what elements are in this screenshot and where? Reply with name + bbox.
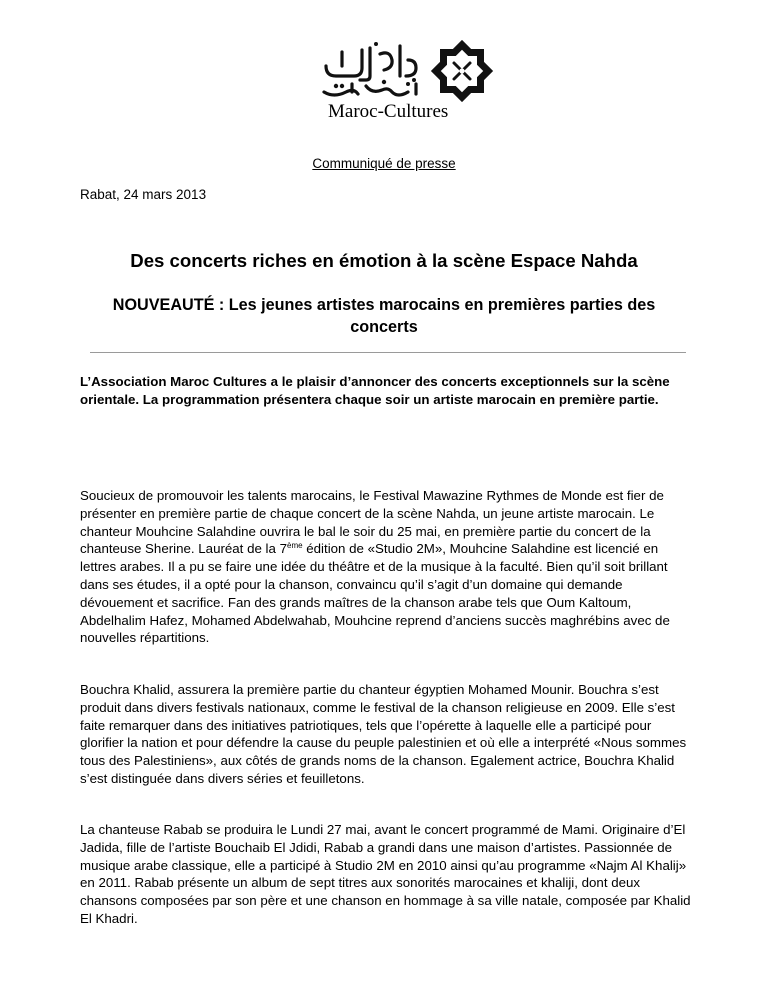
star-emblem-icon [431,40,493,102]
page-title: Des concerts riches en émotion à la scène Espace Nahda [130,250,638,271]
paragraph-text: édition de «Studio 2M», Mouhcine Salahdine est licencié en lettres arabes. Il a pu se faire une idée du théâtre et de la musique à la faculté. Bien qu’il soit brillant dans ses études, il a opté pour la chanson, convaincu qu’il s’agit d’un domaine qui demande dévouement et sacrifice. Fan des grands maîtres de la chanson arabe tels que Oum Kaltoum, Abdelhalim Hafez, Mohamed Abdelwahab, Mouhcine reprend d’anciens succès maghrébins avec de nouvelles répartitions. [80,541,670,646]
lead-paragraph: L’Association Maroc Cultures a le plaisir d’annoncer des concerts exceptionnels sur la scène orientale. La programmation présentera chaque soir un artiste marocain en première partie. [80,374,670,407]
paragraph-bouchra: Bouchra Khalid, assurera la première partie du chanteur égyptien Mohamed Mounir. Bouchra s’est produit dans divers festivals nationaux, comme le festival de la chanson religieuse en 2009. Elle s’est faite remarquer dans des initiatives patriotiques, tels que l’opérette à laquelle elle a participé pour glorifier la nation et pour défendre la cause du peuple palestinien et où elle a interprété «Nous sommes tous des Palestiniens», aux côtés de grands noms de la chanson. Egalement actrice, Bouchra Khalid s’est distinguée dans divers séries et feuilletons. [80,682,687,786]
ordinal-superscript: ème [287,541,303,551]
page-subtitle: NOUVEAUTÉ : Les jeunes artistes marocains en premières parties des concerts [112,296,656,336]
document-type-heading: Communiqué de presse [312,156,456,171]
section-divider [90,352,686,353]
paragraph-mouhcine [80,487,696,647]
maroc-cultures-logo [312,40,502,122]
paragraph-rabab: La chanteuse Rabab se produira le Lundi 27 mai, avant le concert programmé de Mami. Originaire d’El Jadida, fille de l’artiste Bouchaib El Jdidi, Rabab a grandi dans une maison d’artistes. Passionnée de musique arabe classique, elle a participé à Studio 2M en 2010 ainsi qu’au programme «Najm Al Khalij» en 2011. Rabab présente un album de sept titres aux sonorités marocaines et khaliji, dont deux chansons composées par son père et une chanson en hommage à sa ville natale, composée par Khalid El Khadri. [80,822,691,926]
logo-caption: Maroc-Cultures [328,101,449,122]
paragraph-text: Soucieux de promouvoir les talents marocains, le Festival Mawazine Rythmes de Monde est fier de présenter en première partie de chaque concert de la scène Nahda, un jeune artiste marocain. Le chanteur Mouhcine Salahdine ouvrira le bal le soir du 25 mai, en première partie du concert de la chanteuse Sherine. Lauréat de la 7 [80,488,664,557]
logo-graphic [312,40,502,102]
dateline: Rabat, 24 mars 2013 [80,187,207,202]
